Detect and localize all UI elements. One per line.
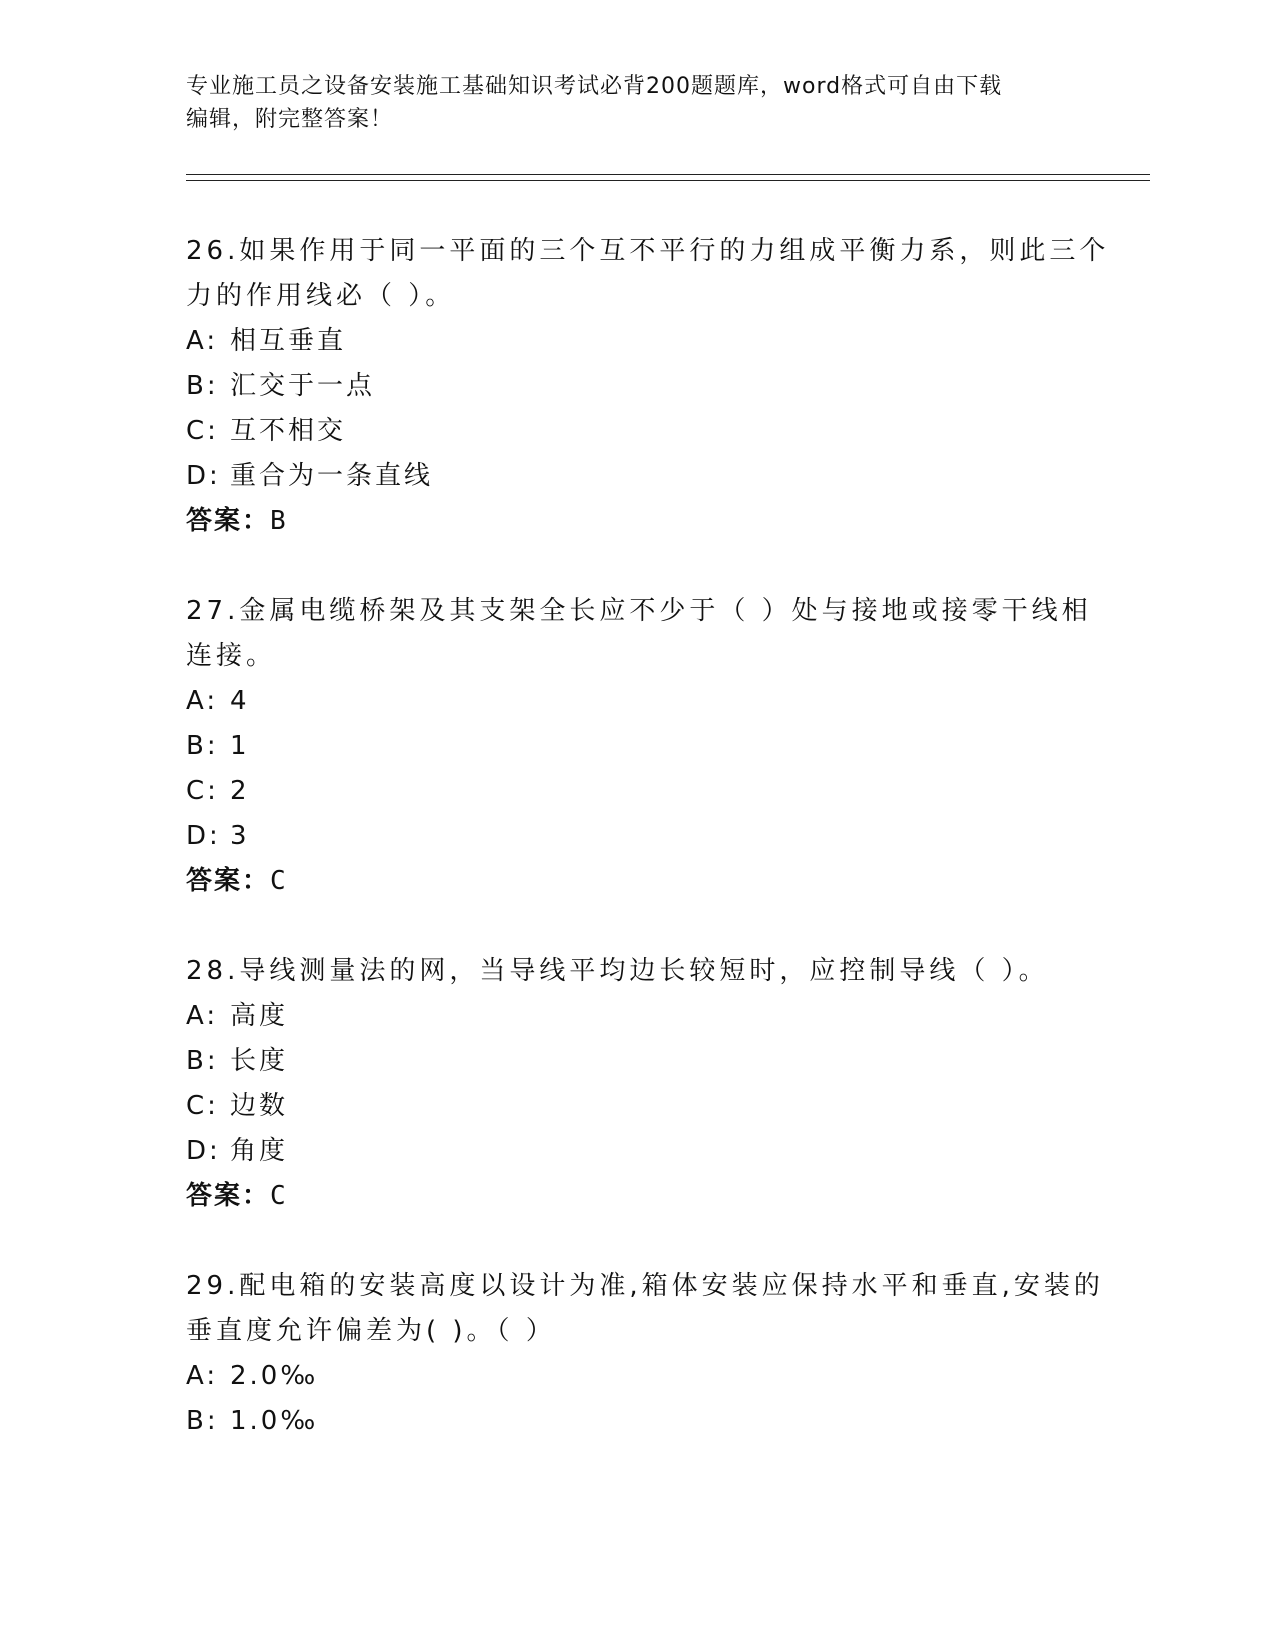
- option-letter: A:: [186, 686, 219, 716]
- option-text: 4: [230, 686, 250, 716]
- answer-value: B: [270, 506, 288, 536]
- option-text: 边数: [230, 1091, 289, 1121]
- question-27-option-b: [186, 729, 250, 763]
- option-text: 角度: [230, 1136, 289, 1166]
- option-text: 长度: [230, 1046, 289, 1076]
- question-26-option-c: [186, 414, 346, 448]
- option-letter: B:: [186, 1406, 219, 1436]
- question-26-text-line-2: 力的作用线必（ ）。: [186, 281, 456, 311]
- question-28-answer: [186, 1179, 288, 1213]
- question-27-option-d: [186, 819, 250, 853]
- option-letter: C:: [186, 1091, 219, 1121]
- question-29-text-line-1: 29.配电箱的安装高度以设计为准,箱体安装应保持水平和垂直,安装的: [186, 1271, 1104, 1301]
- question-29-option-b: [186, 1404, 318, 1438]
- option-letter: B:: [186, 1046, 219, 1076]
- answer-label: 答案：: [186, 866, 271, 896]
- option-letter: A:: [186, 1361, 219, 1391]
- question-28-option-c: [186, 1089, 288, 1123]
- option-letter: D:: [186, 1136, 221, 1166]
- option-letter: C:: [186, 776, 219, 806]
- answer-value: C: [270, 866, 288, 896]
- question-27-option-a: [186, 684, 250, 718]
- option-text: 1.0‰: [230, 1406, 319, 1436]
- option-letter: D:: [186, 461, 221, 491]
- option-text: 汇交于一点: [230, 371, 376, 401]
- answer-value: C: [270, 1181, 288, 1211]
- question-27-option-c: [186, 774, 250, 808]
- answer-label: 答案：: [186, 1181, 271, 1211]
- option-letter: C:: [186, 416, 219, 446]
- question-29-option-a: [186, 1359, 318, 1393]
- question-26-option-d: [186, 459, 433, 493]
- option-text: 重合为一条直线: [230, 461, 434, 491]
- question-27-text-line-1: 27.金属电缆桥架及其支架全长应不少于（ ）处与接地或接零干线相: [186, 596, 1092, 626]
- question-28-text-line-1: 28.导线测量法的网，当导线平均边长较短时，应控制导线（ ）。: [186, 956, 1049, 986]
- option-text: 2: [230, 776, 250, 806]
- header-divider-bottom: [186, 180, 1150, 181]
- document-header-line-1: 专业施工员之设备安装施工基础知识考试必背200题题库，word格式可自由下载: [186, 74, 1003, 99]
- option-text: 相互垂直: [230, 326, 347, 356]
- document-header-line-2: 编辑，附完整答案！: [186, 107, 394, 132]
- question-28-option-b: [186, 1044, 288, 1078]
- question-28-option-d: [186, 1134, 288, 1168]
- option-text: 3: [230, 821, 250, 851]
- option-letter: A:: [186, 326, 219, 356]
- option-letter: D:: [186, 821, 221, 851]
- option-letter: B:: [186, 371, 219, 401]
- answer-label: 答案：: [186, 506, 271, 536]
- question-29-text-line-2: 垂直度允许偏差为( )。（ ）: [186, 1316, 556, 1346]
- option-letter: B:: [186, 731, 219, 761]
- question-27-text-line-2: 连接。: [186, 641, 277, 671]
- header-divider-top: [186, 174, 1150, 175]
- option-text: 1: [230, 731, 250, 761]
- option-text: 高度: [230, 1001, 289, 1031]
- question-26-option-b: [186, 369, 375, 403]
- question-28-option-a: [186, 999, 288, 1033]
- question-26-answer: [186, 504, 288, 538]
- question-27-answer: [186, 864, 288, 898]
- question-26-option-a: [186, 324, 346, 358]
- option-text: 2.0‰: [230, 1361, 319, 1391]
- question-26-text-line-1: 26.如果作用于同一平面的三个互不平行的力组成平衡力系，则此三个: [186, 236, 1110, 266]
- option-text: 互不相交: [230, 416, 347, 446]
- option-letter: A:: [186, 1001, 219, 1031]
